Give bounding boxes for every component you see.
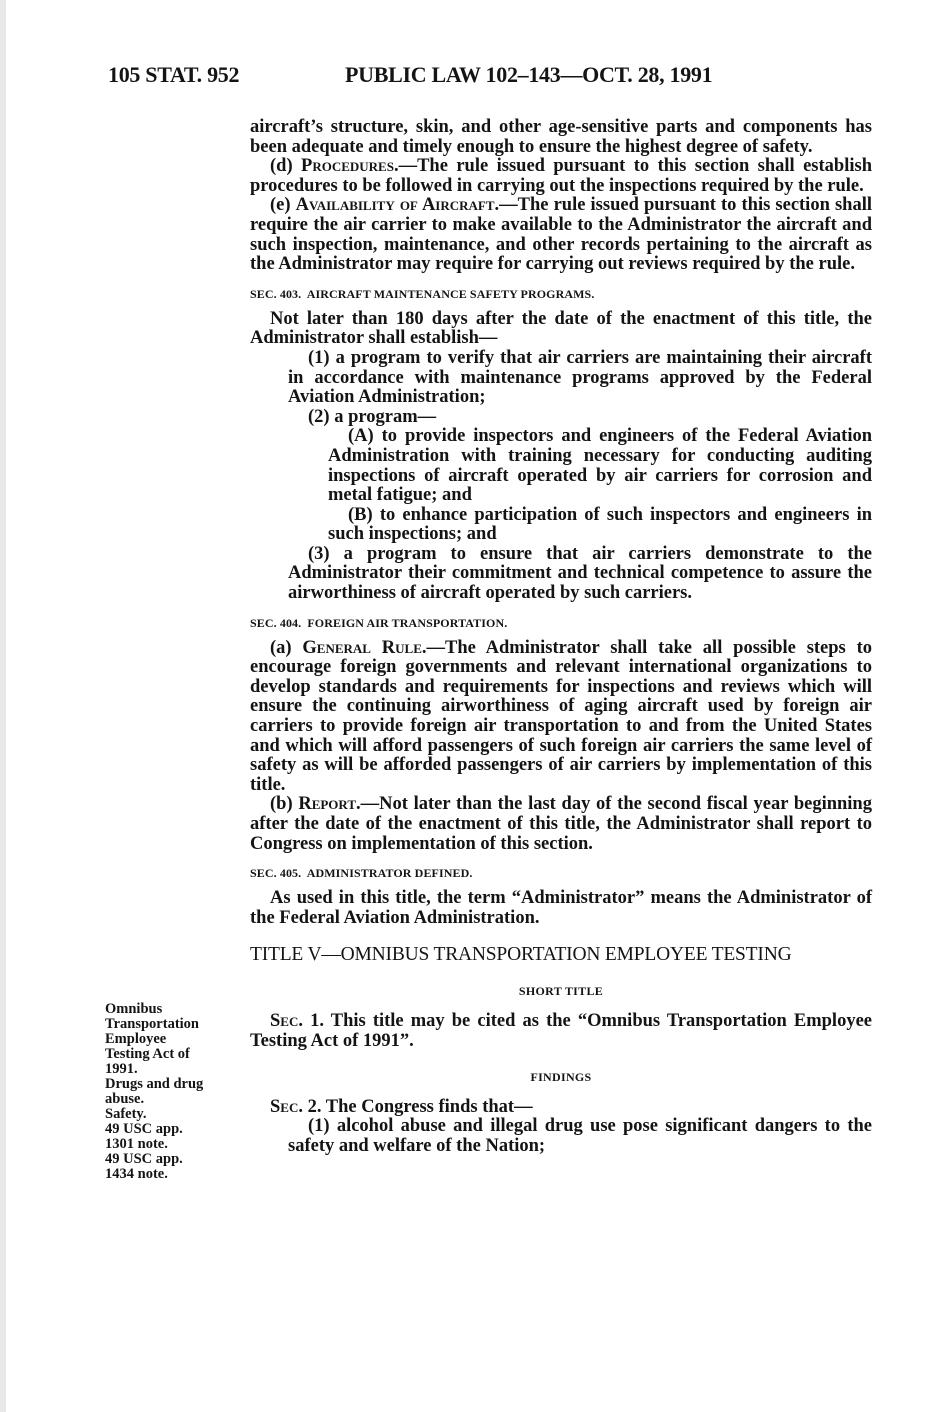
- section-404-b-label: (b): [270, 794, 299, 815]
- title-v-heading: TITLE V—OMNIBUS TRANSPORTATION EMPLOYEE TESTING: [250, 944, 792, 966]
- margin-note-line: Employee: [105, 1031, 167, 1047]
- paragraph-d-caption: Procedures: [301, 156, 394, 177]
- margin-note-line: Drugs and drug: [105, 1076, 204, 1092]
- short-title-section: [250, 1012, 872, 1051]
- section-404-b-caption: Report: [298, 794, 357, 815]
- margin-note-line: 49 USC app.: [105, 1151, 183, 1167]
- section-403-number: SEC. 403.: [250, 286, 302, 301]
- short-title-sec-label: Sec: [270, 1011, 299, 1032]
- margin-note-line: Safety.: [105, 1106, 147, 1122]
- continued-paragraph: aircraft’s structure, skin, and other age-sensitive parts and components has been adequate and timely enough to ensure the highest degree of safety.: [250, 117, 872, 157]
- section-405-number: SEC. 405.: [250, 866, 302, 881]
- section-403-heading: [250, 287, 872, 301]
- paragraph-d-text: .—The rule issued pursuant to this section shall establish procedures to be followed in carrying out the inspections required by the rule.: [250, 156, 872, 196]
- section-404-title: FOREIGN AIR TRANSPORTATION.: [307, 615, 508, 630]
- main-text-column: [250, 118, 872, 1156]
- section-403-item-2a: (A) to provide inspectors and engineers of the Federal Aviation Administration with training necessary for conducting auditing inspections of aircraft operated by air carriers for corrosion and metal fatigue; and: [328, 426, 872, 506]
- section-404-number: SEC. 404.: [250, 615, 302, 630]
- section-404-heading: [250, 616, 872, 630]
- paragraph-d: [250, 157, 872, 196]
- section-404-paragraph-b: [250, 795, 872, 854]
- paragraph-e-label: (e): [270, 195, 296, 216]
- paragraph-e-text: .—The rule issued pursuant to this section shall require the air carrier to make available to the Administrator the aircraft and such inspection, maintenance, and other records pertaining to the aircraft as the Administrator may require for carrying out reviews required by the rule.: [250, 195, 872, 275]
- short-title-heading: SHORT TITLE: [518, 984, 604, 999]
- findings-item-1: (1) alcohol abuse and illegal drug use pose significant dangers to the safety and welfare of the Nation;: [288, 1116, 872, 1156]
- findings-section: [250, 1098, 872, 1118]
- paragraph-e: [250, 196, 872, 274]
- margin-note-line: 1991.: [105, 1061, 138, 1077]
- margin-note-line: Omnibus: [105, 1001, 163, 1017]
- margin-note-line: 1301 note.: [105, 1136, 168, 1152]
- margin-notes: [105, 1002, 245, 1182]
- section-403-item-3: (3) a program to ensure that air carriers demonstrate to the Administrator their commitment and technical competence to assure the airworthiness of aircraft operated by such carriers.: [288, 543, 872, 604]
- section-405-title: ADMINISTRATOR DEFINED.: [306, 866, 473, 881]
- section-405-text: As used in this title, the term “Administrator” means the Administrator of the Federal Aviation Administration.: [250, 888, 872, 928]
- margin-note-line: abuse.: [105, 1091, 145, 1107]
- margin-note-line: Testing Act of: [105, 1046, 190, 1062]
- section-403-intro: Not later than 180 days after the date of the enactment of this title, the Administrator shall establish—: [250, 308, 872, 349]
- section-404-b-text: .—Not later than the last day of the second fiscal year beginning after the date of the enactment of this title, the Administrator shall report to Congress on implementation of this section.: [250, 794, 872, 854]
- section-404-paragraph-a: [250, 639, 872, 796]
- statute-citation: 105 STAT. 952: [108, 62, 240, 87]
- findings-heading: FINDINGS: [530, 1069, 592, 1084]
- margin-note-line: 1434 note.: [105, 1166, 168, 1182]
- section-404-a-caption: General Rule: [302, 637, 422, 658]
- margin-note-line: Transportation: [105, 1016, 199, 1032]
- findings-text: . 2. The Congress finds that—: [298, 1096, 533, 1117]
- page-edge: [0, 0, 6, 1412]
- paragraph-e-caption: Availability of Aircraft: [295, 195, 495, 216]
- paragraph-d-label: (d): [270, 156, 302, 177]
- section-403-item-2: (2) a program—: [308, 406, 437, 427]
- public-law-citation: PUBLIC LAW 102–143—OCT. 28, 1991: [345, 62, 713, 87]
- section-404-a-label: (a): [270, 637, 303, 658]
- findings-sec-label: Sec: [270, 1096, 299, 1117]
- running-header: [0, 62, 946, 92]
- margin-note-line: 49 USC app.: [105, 1121, 183, 1137]
- short-title-text: . 1. This title may be cited as the “Omnibus Transportation Employee Testing Act of 1991”.: [250, 1011, 872, 1051]
- section-404-a-text: .—The Administrator shall take all possible steps to encourage foreign governments and relevant international organizations to develop standards and requirements for inspections and reviews which will ensure the continuing airworthiness of aging aircraft used by foreign air carriers to provide foreign air transportation to and from the United States and which will afford passengers of such foreign air carriers the same level of safety as will be afforded passengers of air carriers by implementation of this title.: [250, 637, 872, 795]
- section-403-item-1: (1) a program to verify that air carriers are maintaining their aircraft in accordance with maintenance programs approved by the Federal Aviation Administration;: [288, 347, 872, 408]
- section-403-item-2b: (B) to enhance participation of such inspectors and engineers in such inspections; and: [328, 504, 872, 545]
- section-403-title: AIRCRAFT MAINTENANCE SAFETY PROGRAMS.: [306, 286, 595, 301]
- section-405-heading: [250, 866, 872, 880]
